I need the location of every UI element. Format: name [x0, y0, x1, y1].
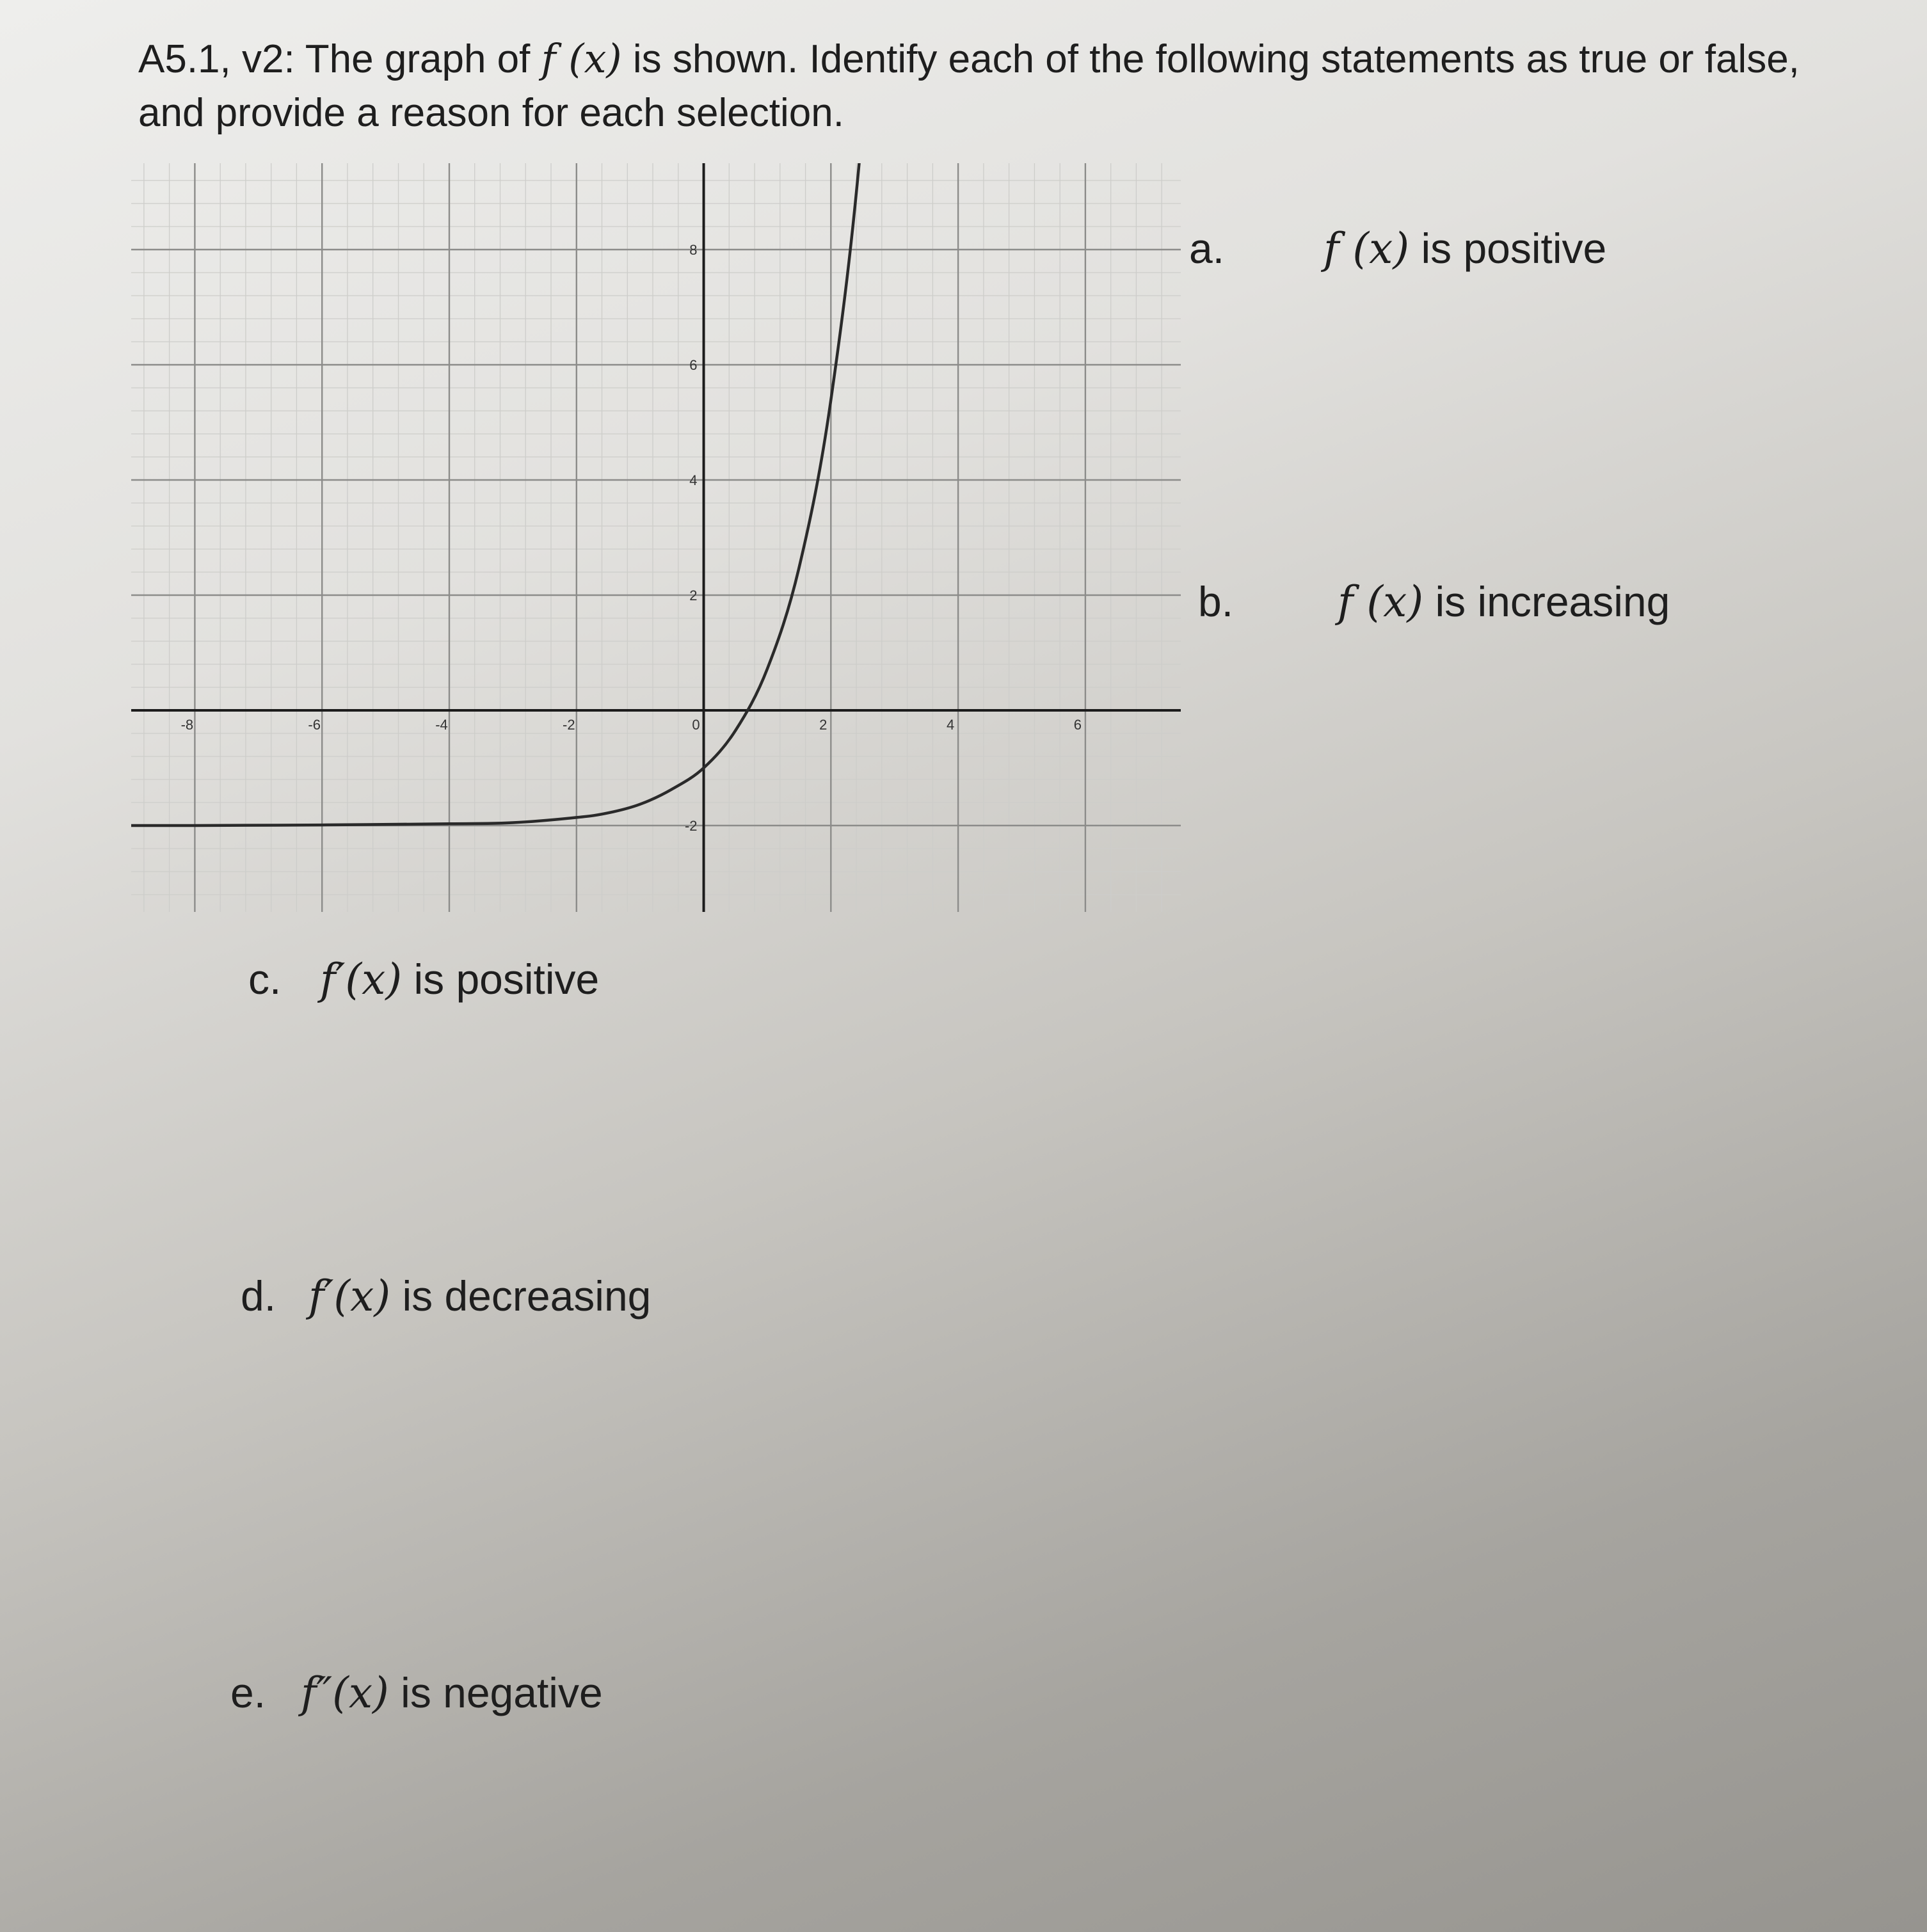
statement-c-function: f′(x)	[320, 955, 403, 1004]
statement-e	[230, 1667, 603, 1719]
statement-b	[1198, 576, 1670, 628]
y-tick-label: 4	[689, 472, 698, 488]
statement-e-letter: e.	[230, 1669, 266, 1716]
statement-c	[248, 954, 599, 1005]
y-tick-label: 2	[689, 587, 698, 603]
statement-a-function: f (x)	[1323, 224, 1410, 273]
x-tick-label: 6	[1073, 717, 1082, 733]
statement-a-letter: a.	[1189, 225, 1225, 272]
y-tick-label: 6	[689, 357, 698, 373]
statement-e-text: is negative	[388, 1669, 603, 1716]
problem-suffix: is shown. Identify each of the following statements as true or false, and provide a reason for each selection.	[138, 37, 1800, 135]
x-tick-label: 2	[819, 717, 828, 733]
x-tick-label: 0	[692, 717, 700, 733]
statement-d-letter: d.	[241, 1272, 276, 1320]
statement-b-letter: b.	[1198, 578, 1234, 625]
statement-d	[241, 1270, 651, 1322]
y-tick-label: -2	[684, 818, 698, 834]
statement-e-function: f″(x)	[301, 1668, 389, 1718]
function-graph	[131, 163, 1181, 912]
statement-c-letter: c.	[248, 955, 282, 1003]
x-tick-label: -2	[563, 717, 575, 733]
problem-prefix: A5.1, v2: The graph of	[138, 37, 541, 81]
statement-b-function: f (x)	[1338, 577, 1424, 627]
y-tick-label: 8	[689, 242, 698, 258]
x-tick-label: 4	[946, 717, 955, 733]
statement-d-function: f′(x)	[308, 1272, 391, 1321]
statement-a-text: is positive	[1409, 225, 1607, 272]
graph-canvas	[131, 163, 1181, 912]
statement-c-text: is positive	[402, 955, 600, 1003]
x-tick-label: -4	[435, 717, 448, 733]
x-tick-label: -6	[308, 717, 321, 733]
statement-a	[1189, 223, 1606, 275]
problem-function: f (x)	[541, 35, 622, 82]
x-tick-label: -8	[180, 717, 194, 733]
problem-statement	[138, 32, 1828, 140]
statement-b-text: is increasing	[1423, 578, 1670, 625]
statement-d-text: is decreasing	[390, 1272, 652, 1320]
